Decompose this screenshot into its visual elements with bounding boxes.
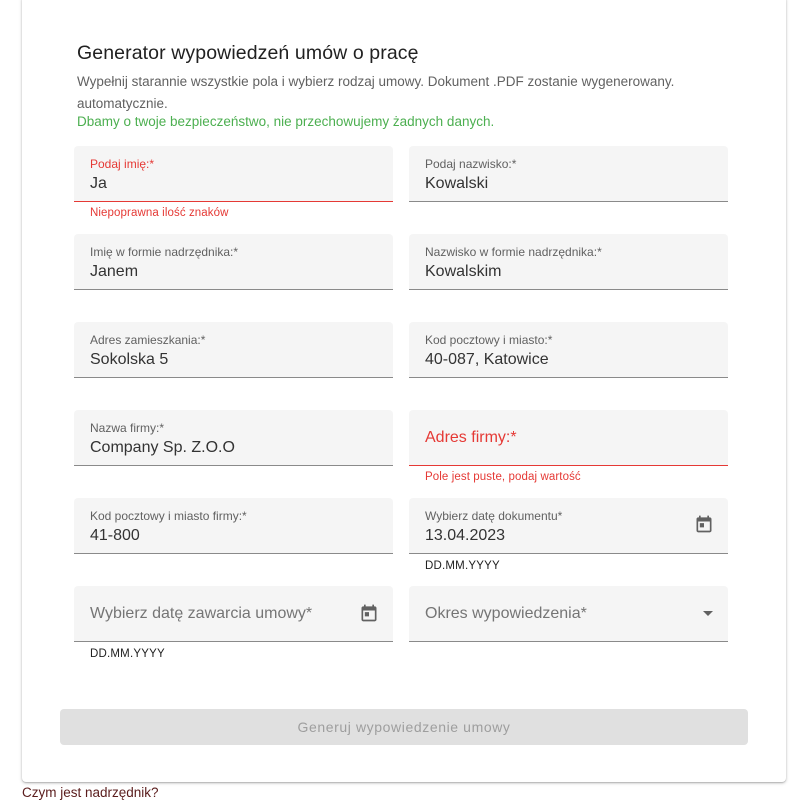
calendar-icon[interactable] <box>694 514 714 534</box>
superior-last-name-value: Kowalskim <box>425 263 502 280</box>
company-postal-city-field[interactable] <box>74 498 393 554</box>
first-name-field[interactable] <box>74 146 393 202</box>
first-name-error: Niepoprawna ilość znaków <box>90 207 229 219</box>
company-postal-city-label: Kod pocztowy i miasto firmy:* <box>90 509 247 523</box>
document-date-field[interactable] <box>409 498 728 554</box>
company-address-placeholder: Adres firmy:* <box>425 429 517 446</box>
superior-first-name-field[interactable] <box>74 234 393 290</box>
superior-last-name-label: Nazwisko w formie nadrzędnika:* <box>425 245 602 259</box>
superior-first-name-value: Janem <box>90 263 139 280</box>
privacy-note: Dbamy o twoje bezpieczeństwo, nie przechowujemy żadnych danych. <box>77 114 495 129</box>
notice-period-select[interactable] <box>409 586 728 642</box>
superior-last-name-field[interactable] <box>409 234 728 290</box>
notice-period-placeholder: Okres wypowiedzenia* <box>425 605 587 622</box>
company-address-field[interactable] <box>409 410 728 466</box>
address-label: Adres zamieszkania:* <box>90 333 206 347</box>
superior-info-link[interactable]: Czym jest nadrzędnik? <box>22 785 159 800</box>
postal-city-label: Kod pocztowy i miasto:* <box>425 333 553 347</box>
company-name-field[interactable] <box>74 410 393 466</box>
last-name-field[interactable] <box>409 146 728 202</box>
calendar-icon[interactable] <box>359 603 379 623</box>
company-name-value: Company Sp. Z.O.O <box>90 439 235 456</box>
document-date-hint: DD.MM.YYYY <box>425 560 500 572</box>
document-date-value: 13.04.2023 <box>425 527 506 544</box>
document-date-label: Wybierz datę dokumentu* <box>425 509 563 523</box>
first-name-value: Ja <box>90 175 107 192</box>
generate-button[interactable]: Generuj wypowiedzenie umowy <box>60 709 748 745</box>
address-value: Sokolska 5 <box>90 351 169 368</box>
postal-city-value: 40-087, Katowice <box>425 351 549 368</box>
page-subtitle: Wypełnij starannie wszystkie pola i wybierz rodzaj umowy. Dokument .PDF zostanie wygenerowany. automatycznie. <box>77 74 675 111</box>
first-name-label: Podaj imię:* <box>90 157 155 171</box>
contract-date-field[interactable] <box>74 586 393 642</box>
postal-city-field[interactable] <box>409 322 728 378</box>
company-address-error: Pole jest puste, podaj wartość <box>425 471 581 483</box>
address-field[interactable] <box>74 322 393 378</box>
contract-date-hint: DD.MM.YYYY <box>90 648 165 660</box>
company-postal-city-value: 41-800 <box>90 527 140 544</box>
contract-date-placeholder: Wybierz datę zawarcia umowy* <box>90 605 313 622</box>
page-title: Generator wypowiedzeń umów o pracę <box>77 42 419 64</box>
last-name-label: Podaj nazwisko:* <box>425 157 517 171</box>
company-name-label: Nazwa firmy:* <box>90 421 165 435</box>
chevron-down-icon[interactable] <box>703 611 713 616</box>
superior-first-name-label: Imię w formie nadrzędnika:* <box>90 245 239 259</box>
last-name-value: Kowalski <box>425 175 489 192</box>
